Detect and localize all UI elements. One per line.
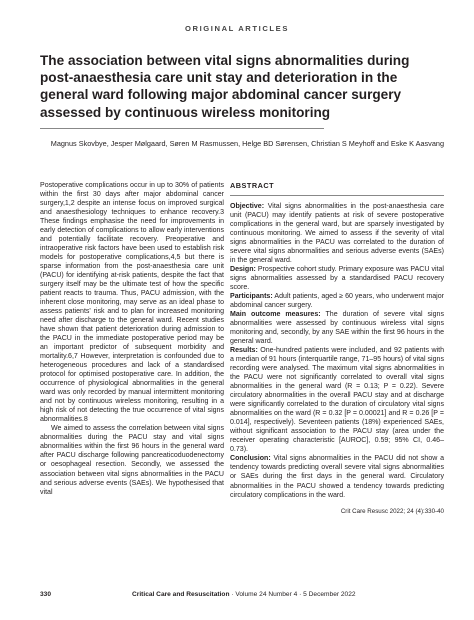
abstract-column [230, 181, 444, 516]
journal-name: Critical Care and Resuscitation [132, 591, 230, 598]
citation: Crit Care Resusc 2022; 24 (4):330-40 [340, 507, 444, 515]
issue-info: · Volume 24 Number 4 · 5 December 2022 [229, 591, 356, 598]
abstract-label: Results: [230, 347, 258, 355]
abstract-heading: ABSTRACT [230, 181, 275, 190]
abstract-text: Adult patients, aged ≥ 60 years, who underwent major abdominal cancer surgery. [230, 293, 444, 310]
abstract-text: Vital signs abnormalities in the post-anaesthesia care unit (PACU) may identify patients at risk of severe postoperative complications in the general ward, but are sparsely investigated by continuous monitoring. We aimed to assess if the severity of vital signs abnormalities in the PACU was correlated to the duration of severe vital signs abnormalities and serious adverse events (SAEs) in the general ward. [230, 203, 444, 265]
abstract-results [230, 346, 444, 454]
abstract-label: Objective: [230, 203, 265, 211]
author-list: Magnus Skovbye, Jesper Mølgaard, Søren M Rasmussen, Helge BD Sørensen, Christian S Meyhoff and Eske K Aasvang [50, 139, 444, 148]
abstract-text: One-hundred patients were included, and 92 patients with a median of 91 hours (interquartile range, 71–95 hours) of vital signs recording were analysed. The maximum vital signs abnormalities in the PACU were not significantly correlated to overall vital signs abnormalities in the general ward (R = 0.13; P = 0.22). Severe circulatory abnormalities in the overall PACU stay and at discharge were significantly correlated to the duration of circulatory vital signs abnormalities on the ward (R = 0.32 [P = 0.00021] and R = 0.26 [P = 0.014], respectively). Seventeen patients (18%) experienced SAEs, without significant association to the PACU stay (area under the receiver operating characteristic [AUROC], 0.59; 95% CI, 0.46–0.73). [230, 347, 444, 454]
abstract-label: Conclusion: [230, 455, 271, 463]
abstract-objective [230, 202, 444, 265]
abstract-design [230, 265, 444, 292]
body-column [40, 181, 224, 497]
body-paragraph: We aimed to assess the correlation between vital signs abnormalities during the PACU stay and vital signs abnormalities within the first 96 hours in the general ward after PACU discharge following pancreaticoduodenectomy or oesophageal resection. Secondly, we assessed the association between vital signs abnormalities in the PACU and serious adverse events (SAEs). We hypothesised that vital [40, 425, 224, 496]
abstract-text: Vital signs abnormalities in the PACU did not show a tendency towards predicting overall severe vital signs abnormalities or SAEs during the first days in the general ward. Circulatory abnormalities in the PACU showed a tendency towards predicting circulatory complications in the ward. [230, 455, 444, 499]
body-paragraph: Postoperative complications occur in up to 30% of patients within the first 30 days after major abdominal cancer surgery,1,2 despite an intense focus on improved surgical and anaesthesiology techniques to enhance recovery.3 These findings emphasise the need for improvements in early detection of complications to allow early interventions and potentially facilitate recovery. Preoperative and intraoperative risk factors have been used to establish risk models for postoperative complications,4,5 but there is sparse information from the post-anaesthesia care unit (PACU) for identifying at-risk patients, despite the fact that surgery itself may be the ultimate test of how the specific patient reacts to trauma. Thus, PACU admission, with the inherent close monitoring, may serve as an ideal phase to assess patients' risk and to plan for increased monitoring need after discharge to the general ward. Recent studies have shown that patient deterioration during admission to the PACU in the immediate postoperative period may be an important predictor of subsequent morbidity and mortality.6,7 However, interpretation is confounded due to heterogeneous procedures and lack of a standardised protocol for optimised postoperative care. In addition, the occurrence of physiological abnormalities in the general ward was only recorded by manual intermittent monitoring and not by continuous wireless monitoring, resulting in a high risk of not detecting the true occurrence of vital signs abnormalities.8 [40, 182, 224, 424]
abstract-divider [230, 195, 444, 196]
article-title: The association between vital signs abnormalities during post-anaesthesia care unit stay and deterioration in the general ward following major abdominal cancer surgery assessed by continuous wireless monitoring [40, 53, 410, 120]
abstract-outcome-measures [230, 310, 444, 346]
abstract-label: Participants: [230, 293, 273, 301]
abstract-text: The duration of severe vital signs abnormalities were assessed by continuous wireless vital signs monitoring and, secondly, by any SAE within the first 96 hours in the general ward. [230, 311, 444, 346]
abstract-participants [230, 292, 444, 310]
abstract-label: Main outcome measures: [230, 311, 321, 319]
abstract-label: Design: [230, 266, 256, 274]
title-divider [40, 128, 324, 129]
journal-info [132, 591, 356, 598]
abstract-text: Prospective cohort study. Primary exposure was PACU vital signs abnormalities assessed by a standardised PACU recovery score. [230, 266, 444, 292]
section-label: ORIGINAL ARTICLES [185, 24, 289, 33]
page-number: 330 [40, 591, 52, 598]
abstract-conclusion [230, 454, 444, 499]
